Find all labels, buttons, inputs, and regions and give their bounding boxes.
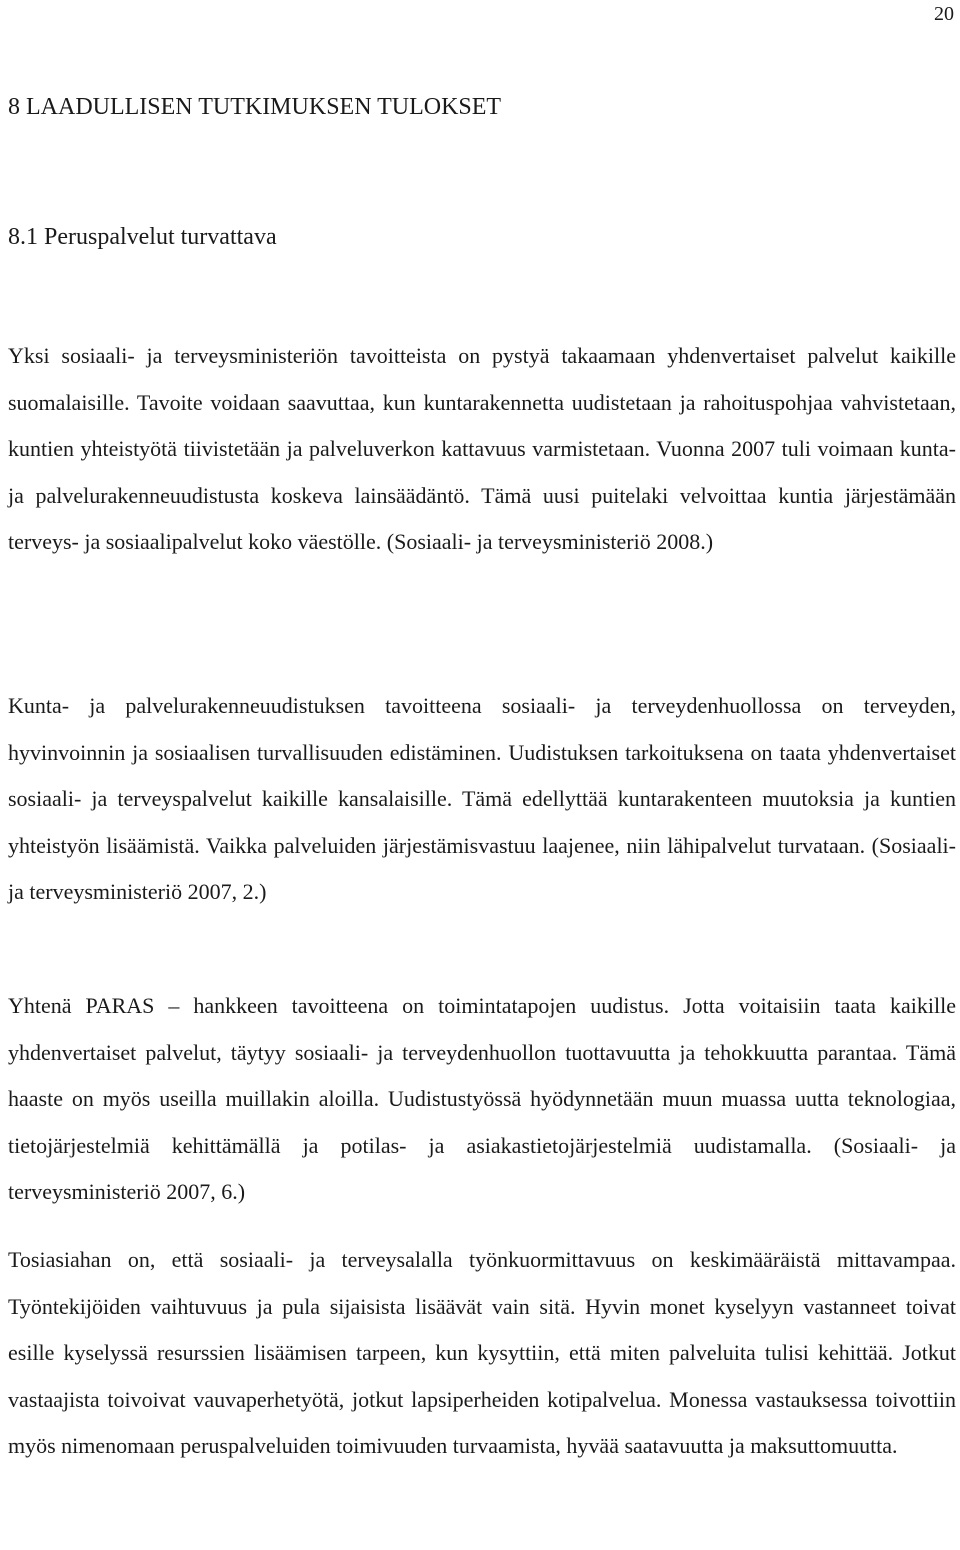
body-paragraph-1: Yksi sosiaali- ja terveysministeriön tavoitteista on pystyä takaamaan yhdenvertaiset palvelut kaikille suomalaisille. Tavoite voidaan saavuttaa, kun kuntarakennetta uudistetaan ja rahoituspohjaa vahvistetaan, kuntien yhteistyötä tiivistetään ja palveluverkon kattavuus varmistetaan. Vuonna 2007 tuli voimaan kunta- ja palvelurakenneuudistusta koskeva lainsäädäntö. Tämä uusi puitelaki velvoittaa kuntia järjestämään terveys- ja sosiaalipalvelut koko väestölle. (Sosiaali- ja terveysministeriö 2008.) — [8, 343, 956, 554]
body-paragraph-3: Yhtenä PARAS – hankkeen tavoitteena on toimintatapojen uudistus. Jotta voitaisiin taata kaikille yhdenvertaiset palvelut, täytyy sosiaali- ja terveydenhuollon tuottavuutta ja tehokkuutta parantaa. Tämä haaste on myös useilla muillakin aloilla. Uudistustyössä hyödynnetään muun muassa uutta teknologiaa, tietojärjestelmiä kehittämällä ja potilas- ja asiakastietojärjestelmiä uudistamalla. (Sosiaali- ja terveysministeriö 2007, 6.) — [8, 993, 956, 1204]
body-paragraph-2: Kunta- ja palvelurakenneuudistuksen tavoitteena sosiaali- ja terveydenhuollossa on terveyden, hyvinvoinnin ja sosiaalisen turvallisuuden edistäminen. Uudistuksen tarkoituksena on taata yhdenvertaiset sosiaali- ja terveyspalvelut kaikille kansalaisille. Tämä edellyttää kuntarakenteen muutoksia ja kuntien yhteistyön lisäämistä. Vaikka palveluiden järjestämisvastuu laajenee, niin lähipalvelut turvataan. (Sosiaali- ja terveysministeriö 2007, 2.) — [8, 693, 956, 904]
page-number: 20 — [934, 3, 954, 25]
section-heading: 8.1 Peruspalvelut turvattava — [8, 224, 277, 250]
chapter-heading: 8 LAADULLISEN TUTKIMUKSEN TULOKSET — [8, 94, 502, 120]
body-paragraph-4: Tosiasiahan on, että sosiaali- ja terveysalalla työnkuormittavuus on keskimääräistä mittavampaa. Työntekijöiden vaihtuvuus ja pula sijaisista lisäävät vain sitä. Hyvin monet kyselyyn vastanneet toivat esille kyselyssä resurssien lisäämisen tarpeen, kun kysyttiin, että miten palveluita tulisi kehittää. Jotkut vastaajista toivoivat vauvaperhetyötä, jotkut lapsiperheiden kotipalvelua. Monessa vastauksessa toivottiin myös nimenomaan peruspalveluiden toimivuuden turvaamista, hyvää saatavuutta ja maksuttomuutta. — [8, 1247, 956, 1458]
